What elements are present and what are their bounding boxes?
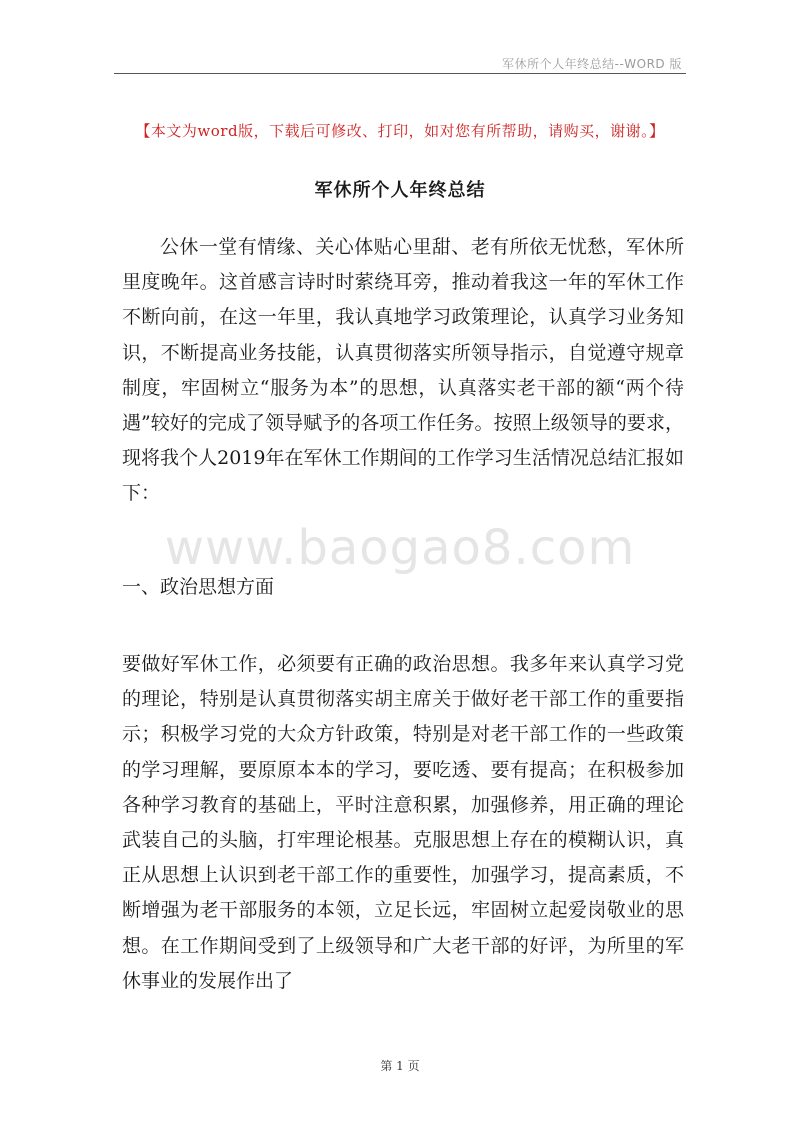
page-number: 第 1 页 [380, 1059, 420, 1073]
site-watermark: www.baogao8.com [164, 520, 636, 576]
political-paragraph: 要做好军休工作，必须要有正确的政治思想。我多年来认真学习党的理论，特别是认真贯彻落实胡主席关于做好老干部工作的重要指示；积极学习党的大众方针政策，特别是对老干部工作的一些政策的学习理解，要原原本本的学习，要吃透、要有提高；在积极参加各种学习教育的基础上，平时注意积累，加强修养，用正确的理论武装自己的头脑，打牢理论根基。克服思想上存在的模糊认识，真正从思想上认识到老干部工作的重要性，加强学习，提高素质，不断增强为老干部服务的本领，立足长远，牢固树立起爱岗敬业的思想。在工作期间受到了上级领导和广大老干部的好评，为所里的军休事业的发展作出了 [122, 653, 684, 992]
download-notice: 【本文为word版，下载后可修改、打印，如对您有所帮助，请购买，谢谢。】 [135, 122, 665, 140]
section-heading-political: 一、政治思想方面 [122, 576, 275, 598]
running-header: 军休所个人年终总结--WORD 版 [502, 57, 682, 71]
header-divider [114, 73, 686, 74]
intro-paragraph: 公休一堂有情缘、关心体贴心里甜、老有所依无忧愁，军休所里度晚年。这首感言诗时时萦绕耳旁，推动着我这一年的军休工作不断向前，在这一年里，我认真地学习政策理论，认真学习业务知识，不断提高业务技能，认真贯彻落实所领导指示，自觉遵守规章制度，牢固树立“服务为本”的思想，认真落实老干部的额“两个待遇”较好的完成了领导赋予的各项工作任务。按照上级领导的要求，现将我个人2019年在军休工作期间的工作学习生活情况总结汇报如下： [122, 236, 684, 505]
document-title: 军休所个人年终总结 [314, 180, 486, 201]
